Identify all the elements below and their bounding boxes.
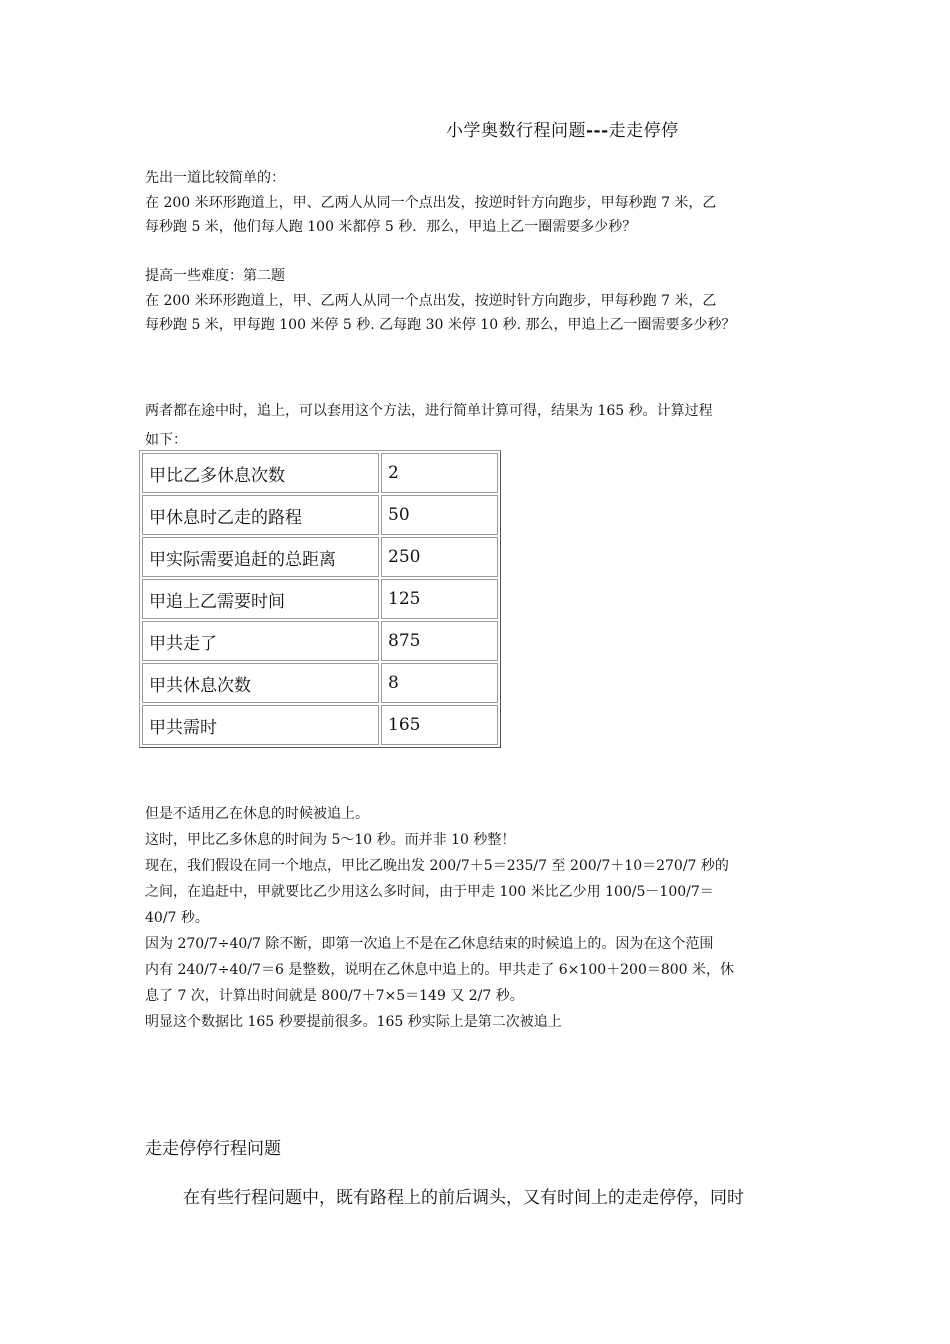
text-line: 明显这个数据比 165 秒要提前很多。165 秒实际上是第二次被追上 [145, 1014, 562, 1030]
table-cell-label: 甲共需时 [142, 705, 379, 745]
text-line: 每秒跑 5 米，他们每人跑 100 米都停 5 秒．那么，甲追上乙一圈需要多少秒？ [145, 219, 637, 235]
text-line: 这时，甲比乙多休息的时间为 5～10 秒。而并非 10 秒整！ [145, 832, 516, 848]
table-row [142, 663, 498, 703]
table-cell-value: 125 [381, 579, 498, 619]
problem-one-paragraph [145, 166, 811, 240]
text-line: 在 200 米环形跑道上，甲、乙两人从同一个点出发，按逆时针方向跑步，甲每秒跑 7 米，乙 [145, 194, 717, 211]
analysis-paragraph [145, 801, 811, 1035]
title-main: 小学奥数行程问题 [446, 121, 586, 141]
text-line: 之间，在追赶中，甲就要比乙少用这么多时间，由于甲走 100 米比乙少用 100/5－100/7＝ [145, 884, 714, 900]
table-cell-value: 2 [381, 453, 498, 493]
table-row [142, 579, 498, 619]
text-line: 内有 240/7÷40/7＝6 是整数，说明在乙休息中追上的。甲共走了 6×100＋200＝800 米，休 [145, 962, 735, 978]
table-cell-value: 165 [381, 705, 498, 745]
text-line: 提高一些难度：第二题 [145, 268, 285, 284]
table-row [142, 495, 498, 535]
table-cell-value: 8 [381, 663, 498, 703]
table-cell-label: 甲休息时乙走的路程 [142, 495, 379, 535]
table-cell-label: 甲比乙多休息次数 [142, 453, 379, 493]
text-line: 两者都在途中时，追上，可以套用这个方法，进行简单计算可得，结果为 165 秒。计算过程 [145, 403, 713, 419]
section-paragraph: 在有些行程问题中，既有路程上的前后调头，又有时间上的走走停停，同时 [183, 1188, 744, 1208]
table-cell-value: 875 [381, 621, 498, 661]
calculation-table [139, 450, 501, 748]
table-row [142, 453, 498, 493]
text-line: 现在，我们假设在同一个地点，甲比乙晚出发 200/7＋5＝235/7 至 200/7＋10＝270/7 秒的 [145, 858, 729, 874]
text-line: 40/7 秒。 [145, 910, 209, 926]
table-cell-label: 甲实际需要追赶的总距离 [142, 537, 379, 577]
table-cell-label: 甲追上乙需要时间 [142, 579, 379, 619]
table-cell-label: 甲共休息次数 [142, 663, 379, 703]
table-cell-value: 50 [381, 495, 498, 535]
text-line: 息了 7 次，计算出时间就是 800/7＋7×5＝149 又 2/7 秒。 [145, 988, 524, 1004]
table-cell-label: 甲共走了 [142, 621, 379, 661]
table-row [142, 705, 498, 745]
table-row [142, 537, 498, 577]
solution-intro-paragraph [145, 397, 811, 455]
title-dash: --- [586, 121, 609, 141]
text-line: 如下： [145, 432, 187, 448]
section-heading: 走走停停行程问题 [145, 1139, 281, 1159]
text-line: 每秒跑 5 米，甲每跑 100 米停 5 秒. 乙每跑 30 米停 10 秒. 那么，甲追上乙一圈需要多少秒？ [145, 317, 736, 333]
text-line: 先出一道比较简单的： [145, 170, 285, 186]
text-line: 因为 270/7÷40/7 除不断，即第一次追上不是在乙休息结束的时候追上的。因为在这个范围 [145, 936, 714, 952]
problem-two-paragraph [145, 264, 811, 338]
text-line: 但是不适用乙在休息的时候被追上。 [145, 806, 369, 822]
table-row [142, 621, 498, 661]
text-line: 在 200 米环形跑道上，甲、乙两人从同一个点出发，按逆时针方向跑步，甲每秒跑 7 米，乙 [145, 292, 717, 309]
title-sub: 走走停停 [608, 121, 679, 141]
table-cell-value: 250 [381, 537, 498, 577]
page-title [446, 116, 679, 141]
